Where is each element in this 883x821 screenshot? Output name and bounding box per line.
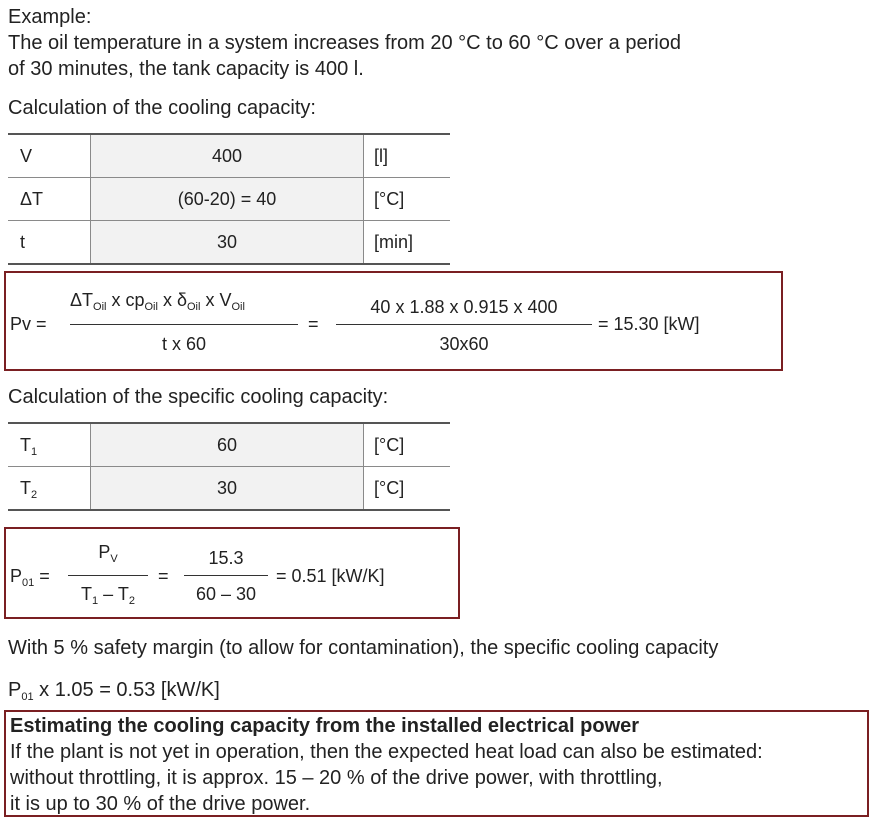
t2-subscript: 2 [128, 595, 135, 607]
p01-numerator-value: 15.3 [208, 548, 244, 568]
estimate-title: Estimating the cooling capacity from the installed electrical power [10, 715, 640, 737]
t1-symbol: T [81, 584, 93, 604]
pv-result: = 15.30 [kW] [598, 314, 700, 334]
estimate-line-3: it is up to 30 % of the drive power. [10, 793, 311, 815]
oil-subscript: Oil [186, 301, 201, 313]
symbol-cell [8, 467, 91, 511]
p01-result: = 0.51 [kW/K] [276, 566, 385, 586]
p-symbol: P [8, 679, 22, 701]
value-cell: 30 [91, 467, 364, 511]
cp-symbol: x cp [106, 290, 145, 310]
p01-denominator-symbolic [68, 583, 148, 605]
p01-lhs-equals: = [39, 566, 50, 586]
cooling-capacity-heading: Calculation of the cooling capacity: [8, 97, 316, 119]
estimate-line-2: without throttling, it is approx. 15 – 20 % of the drive power, with throttling, [10, 767, 663, 789]
safety-margin-line-1: With 5 % safety margin (to allow for contamination), the specific cooling capacity [8, 637, 719, 659]
t-subscript: 2 [31, 488, 38, 501]
pv-formula-box [4, 271, 783, 371]
value-cell: 60 [91, 423, 364, 467]
safety-margin-line-2 [8, 677, 220, 703]
table-row [8, 134, 450, 178]
p01-subscript: 01 [21, 691, 34, 703]
t1-subscript: 1 [92, 595, 99, 607]
delta-t-symbol: ΔT [70, 290, 94, 310]
pv-numerator-values: 40 x 1.88 x 0.915 x 400 [370, 297, 558, 317]
value-cell: 30 [91, 221, 364, 265]
pv-lhs: Pv = [10, 314, 47, 334]
value-cell: 400 [91, 134, 364, 178]
symbol-cell: ΔT [20, 188, 44, 209]
p01-lhs [10, 565, 50, 587]
p-symbol: P [98, 542, 111, 562]
p01-equals: = [158, 566, 169, 586]
p-symbol: P [10, 566, 23, 586]
oil-subscript: Oil [93, 301, 107, 313]
p01-formula-box [4, 527, 460, 619]
unit-cell: [°C] [374, 188, 405, 209]
table-row [8, 178, 450, 221]
oil-subscript: Oil [231, 301, 245, 313]
table-row [8, 467, 450, 511]
pv-equals: = [308, 314, 319, 334]
unit-cell: [min] [374, 231, 414, 252]
symbol-cell [8, 423, 91, 467]
pv-denominator-values: 30x60 [439, 334, 489, 354]
volume-symbol: x V [200, 290, 232, 310]
unit-cell: [°C] [374, 477, 405, 498]
table-row [8, 221, 450, 265]
estimate-box [4, 710, 869, 817]
p01-values-fraction-line [184, 575, 268, 576]
cooling-capacity-table [8, 133, 450, 265]
unit-cell: [°C] [374, 434, 405, 455]
t2-symbol: T [117, 584, 129, 604]
pv-values-fraction-line [336, 324, 592, 325]
unit-cell: [l] [374, 145, 389, 166]
specific-capacity-table [8, 422, 450, 511]
estimate-line-1: If the plant is not yet in operation, then the expected heat load can also be estimated: [10, 741, 763, 763]
symbol-cell: V [20, 145, 33, 166]
oil-subscript: Oil [144, 301, 158, 313]
pv-subscript: V [110, 553, 118, 565]
value-cell: (60-20) = 40 [91, 178, 364, 221]
example-heading: Example: [8, 6, 92, 28]
density-symbol: x δ [157, 290, 187, 310]
example-line-1: The oil temperature in a system increases from 20 °C to 60 °C over a period [8, 32, 681, 54]
specific-capacity-heading: Calculation of the specific cooling capacity: [8, 386, 389, 408]
pv-fraction-line [70, 324, 298, 325]
t-symbol: T [20, 434, 31, 455]
p01-subscript: 01 [22, 577, 35, 589]
t-subscript: 1 [31, 445, 38, 458]
p01-numerator-symbolic [68, 541, 148, 563]
minus-sign: – [98, 584, 118, 604]
t-symbol: T [20, 477, 31, 498]
pv-denominator-symbolic: t x 60 [161, 334, 207, 354]
symbol-cell: t [20, 231, 26, 252]
example-line-2: of 30 minutes, the tank capacity is 400 l. [8, 58, 364, 80]
p01-denominator-value: 60 – 30 [195, 584, 257, 604]
table-row [8, 423, 450, 467]
p01-fraction-line [68, 575, 148, 576]
safety-margin-result: x 1.05 = 0.53 [kW/K] [33, 679, 220, 701]
pv-numerator-symbolic [70, 289, 245, 311]
